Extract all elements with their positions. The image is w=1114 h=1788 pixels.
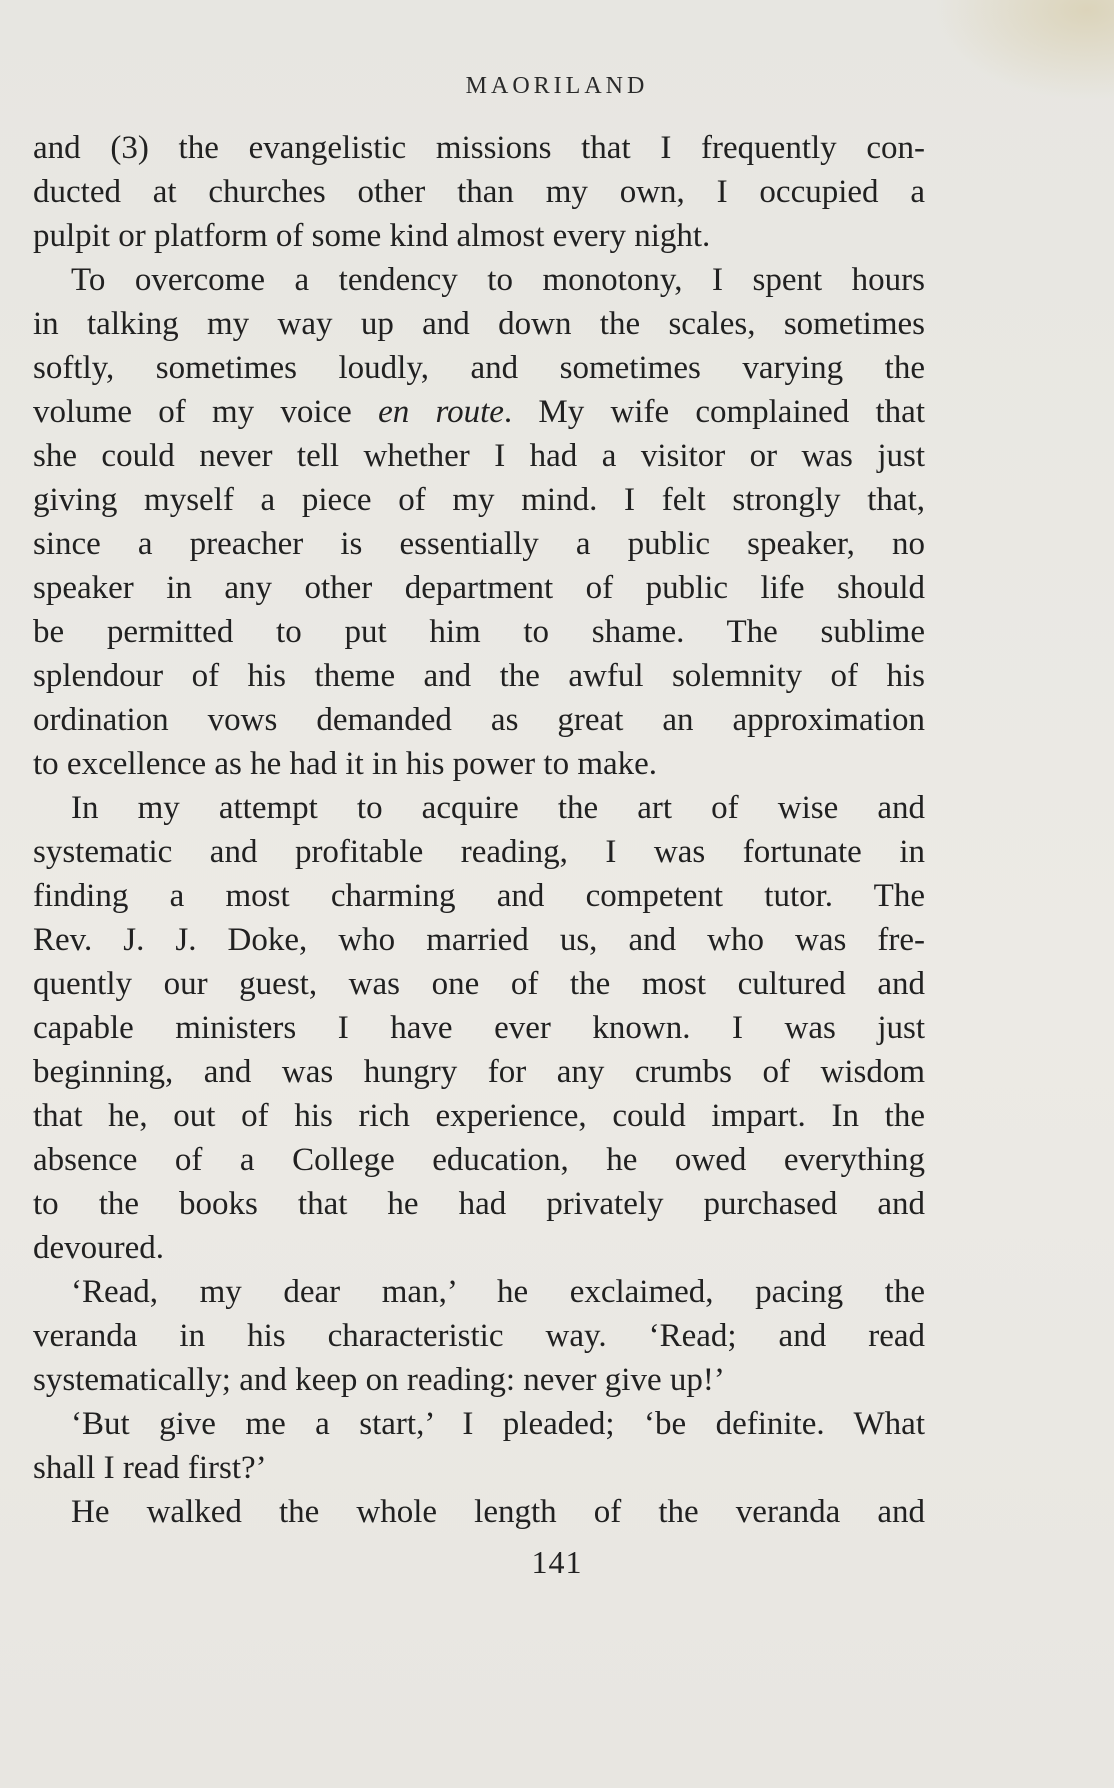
running-head: MAORILAND: [465, 73, 649, 99]
text-line: devoured.: [33, 1230, 165, 1266]
text-segment: . My wife complained that: [503, 394, 925, 430]
text-line: to the books that he had privately purchased and: [33, 1186, 925, 1222]
text-line: systematically; and keep on reading: never give up!’: [33, 1362, 725, 1398]
text-line: capable ministers I have ever known. I was just: [33, 1010, 925, 1046]
page-number: 141: [531, 1544, 583, 1580]
text-line: In my attempt to acquire the art of wise and: [71, 790, 925, 826]
text-line: To overcome a tendency to monotony, I spent hours: [71, 262, 925, 298]
text-line: pulpit or platform of some kind almost every night.: [33, 218, 711, 254]
text-line: finding a most charming and competent tutor. The: [33, 878, 925, 914]
text-line: beginning, and was hungry for any crumbs of wisdom: [33, 1054, 925, 1090]
text-line: systematic and profitable reading, I was fortunate in: [33, 834, 925, 870]
text-line: veranda in his characteristic way. ‘Read; and read: [33, 1318, 925, 1354]
text-segment: volume of my voice: [33, 394, 379, 430]
text-line: He walked the whole length of the veranda and: [71, 1494, 925, 1530]
text-line: [33, 390, 925, 434]
text-line: absence of a College education, he owed everything: [33, 1142, 925, 1178]
text-line: ducted at churches other than my own, I occupied a: [33, 174, 925, 210]
text-line: in talking my way up and down the scales, sometimes: [33, 306, 925, 342]
text-line: ordination vows demanded as great an approximation: [33, 702, 925, 738]
italic-phrase: en route: [378, 394, 504, 430]
text-line: since a preacher is essentially a public speaker, no: [33, 526, 925, 562]
text-line: splendour of his theme and the awful solemnity of his: [33, 658, 925, 694]
text-line: shall I read first?’: [33, 1450, 267, 1486]
text-line: Rev. J. J. Doke, who married us, and who was fre-: [33, 922, 925, 958]
text-line: and (3) the evangelistic missions that I frequently con-: [33, 130, 925, 166]
text-line: to excellence as he had it in his power to make.: [33, 746, 658, 782]
text-line: be permitted to put him to shame. The sublime: [33, 614, 925, 650]
text-line: she could never tell whether I had a visitor or was just: [33, 438, 925, 474]
text-line: ‘Read, my dear man,’ he exclaimed, pacing the: [71, 1274, 925, 1310]
text-line: quently our guest, was one of the most cultured and: [33, 966, 925, 1002]
text-line: speaker in any other department of public life should: [33, 570, 925, 606]
body-text: [33, 126, 925, 1534]
text-line: ‘But give me a start,’ I pleaded; ‘be definite. What: [71, 1406, 925, 1442]
text-line: that he, out of his rich experience, could impart. In the: [33, 1098, 925, 1134]
text-line: softly, sometimes loudly, and sometimes varying the: [33, 350, 925, 386]
text-line: giving myself a piece of my mind. I felt strongly that,: [33, 482, 925, 518]
